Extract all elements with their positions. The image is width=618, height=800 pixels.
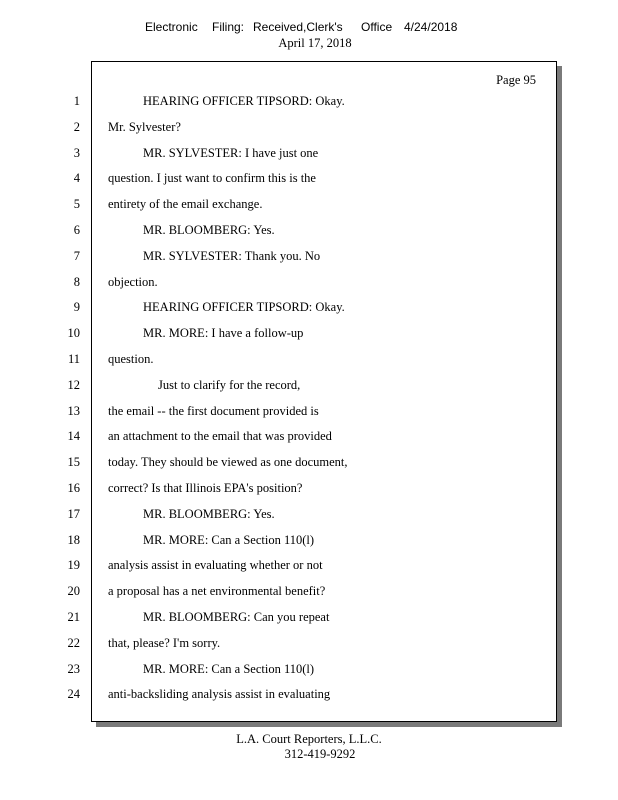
line-number: 11 bbox=[67, 352, 80, 366]
transcript-line bbox=[0, 350, 618, 368]
line-number: 22 bbox=[67, 635, 80, 650]
line-number: 20 bbox=[67, 584, 80, 599]
line-text: MR. MORE: Can a Section 110(l) bbox=[143, 661, 315, 676]
line-number: 15 bbox=[67, 455, 80, 470]
transcript-line bbox=[0, 221, 618, 239]
line-text: MR. BLOOMBERG: Yes. bbox=[143, 506, 275, 521]
line-number: 17 bbox=[67, 506, 80, 521]
line-text: the email -- the first document provided is bbox=[108, 403, 319, 418]
line-text: MR. BLOOMBERG: Can you repeat bbox=[143, 610, 330, 624]
line-number: 23 bbox=[67, 661, 80, 676]
transcript-line bbox=[0, 376, 618, 394]
line-number: 16 bbox=[67, 481, 80, 495]
transcript-line bbox=[0, 427, 618, 445]
transcript-line bbox=[0, 247, 618, 265]
line-number: 18 bbox=[67, 532, 80, 547]
line-number: 21 bbox=[67, 610, 80, 624]
transcript-line bbox=[0, 685, 618, 703]
transcript-line bbox=[0, 634, 618, 652]
transcript-line bbox=[0, 505, 618, 523]
line-number: 1 bbox=[73, 94, 80, 108]
line-number: 12 bbox=[67, 377, 80, 392]
line-text: Mr. Sylvester? bbox=[108, 119, 181, 134]
line-number: 13 bbox=[67, 403, 80, 418]
line-number: 5 bbox=[73, 197, 80, 212]
transcript-line bbox=[0, 298, 618, 316]
transcript-line bbox=[0, 169, 618, 187]
transcript-line bbox=[0, 608, 618, 626]
transcript-line bbox=[0, 273, 618, 291]
transcript-line bbox=[0, 531, 618, 549]
line-text: analysis assist in evaluating whether or not bbox=[108, 558, 323, 573]
line-number: 2 bbox=[73, 119, 80, 134]
line-text: that, please? I'm sorry. bbox=[108, 635, 221, 650]
transcript-line bbox=[0, 582, 618, 600]
line-number: 6 bbox=[73, 223, 80, 237]
line-text: Just to clarify for the record, bbox=[158, 377, 301, 392]
line-number: 10 bbox=[67, 326, 80, 341]
line-text: anti-backsliding analysis assist in evaluating bbox=[108, 687, 331, 702]
stamp-word-filing: Filing: bbox=[212, 20, 245, 34]
line-text: MR. BLOOMBERG: Yes. bbox=[143, 223, 275, 237]
transcript-line bbox=[0, 118, 618, 136]
line-text: correct? Is that Illinois EPA's position? bbox=[108, 481, 303, 495]
transcript-line bbox=[0, 402, 618, 420]
line-text: entirety of the email exchange. bbox=[108, 197, 263, 212]
line-text: an attachment to the email that was provided bbox=[108, 429, 332, 444]
line-number: 24 bbox=[67, 687, 80, 702]
transcript-line bbox=[0, 453, 618, 471]
transcript-line bbox=[0, 660, 618, 678]
line-text: MR. SYLVESTER: Thank you. No bbox=[143, 248, 321, 263]
stamp-word-date: 4/24/2018 bbox=[404, 20, 458, 34]
line-number: 7 bbox=[73, 248, 80, 263]
line-text: a proposal has a net environmental benefit? bbox=[108, 584, 326, 599]
line-text: MR. SYLVESTER: I have just one bbox=[143, 145, 319, 160]
reporter-phone: 312-419-9292 bbox=[284, 747, 356, 761]
line-text: today. They should be viewed as one document, bbox=[108, 455, 348, 470]
line-text: question. bbox=[108, 352, 154, 366]
stamp-word-office: Office bbox=[361, 20, 393, 34]
line-number: 3 bbox=[73, 145, 80, 160]
line-number: 19 bbox=[67, 558, 80, 573]
transcript-line bbox=[0, 144, 618, 162]
transcript-line bbox=[0, 556, 618, 574]
line-text: question. I just want to confirm this is the bbox=[108, 171, 316, 186]
line-number: 9 bbox=[73, 300, 80, 315]
line-text: HEARING OFFICER TIPSORD: Okay. bbox=[143, 300, 345, 315]
line-text: MR. MORE: I have a follow-up bbox=[143, 326, 304, 341]
transcript-line bbox=[0, 479, 618, 497]
page-number: Page 95 bbox=[496, 73, 536, 87]
line-number: 8 bbox=[73, 274, 80, 289]
transcript-line bbox=[0, 324, 618, 342]
line-text: HEARING OFFICER TIPSORD: Okay. bbox=[143, 94, 345, 108]
transcript-line bbox=[0, 195, 618, 213]
line-text: MR. MORE: Can a Section 110(l) bbox=[143, 532, 315, 547]
reporter-company: L.A. Court Reporters, L.L.C. bbox=[236, 732, 382, 746]
transcript-line bbox=[0, 92, 618, 110]
line-number: 14 bbox=[67, 429, 80, 444]
stamp-word-electronic: Electronic bbox=[145, 20, 198, 34]
hearing-date: April 17, 2018 bbox=[278, 36, 352, 50]
stamp-word-received-clerks: Received,Clerk's bbox=[253, 20, 343, 34]
line-number: 4 bbox=[73, 171, 80, 186]
line-text: objection. bbox=[108, 274, 158, 289]
